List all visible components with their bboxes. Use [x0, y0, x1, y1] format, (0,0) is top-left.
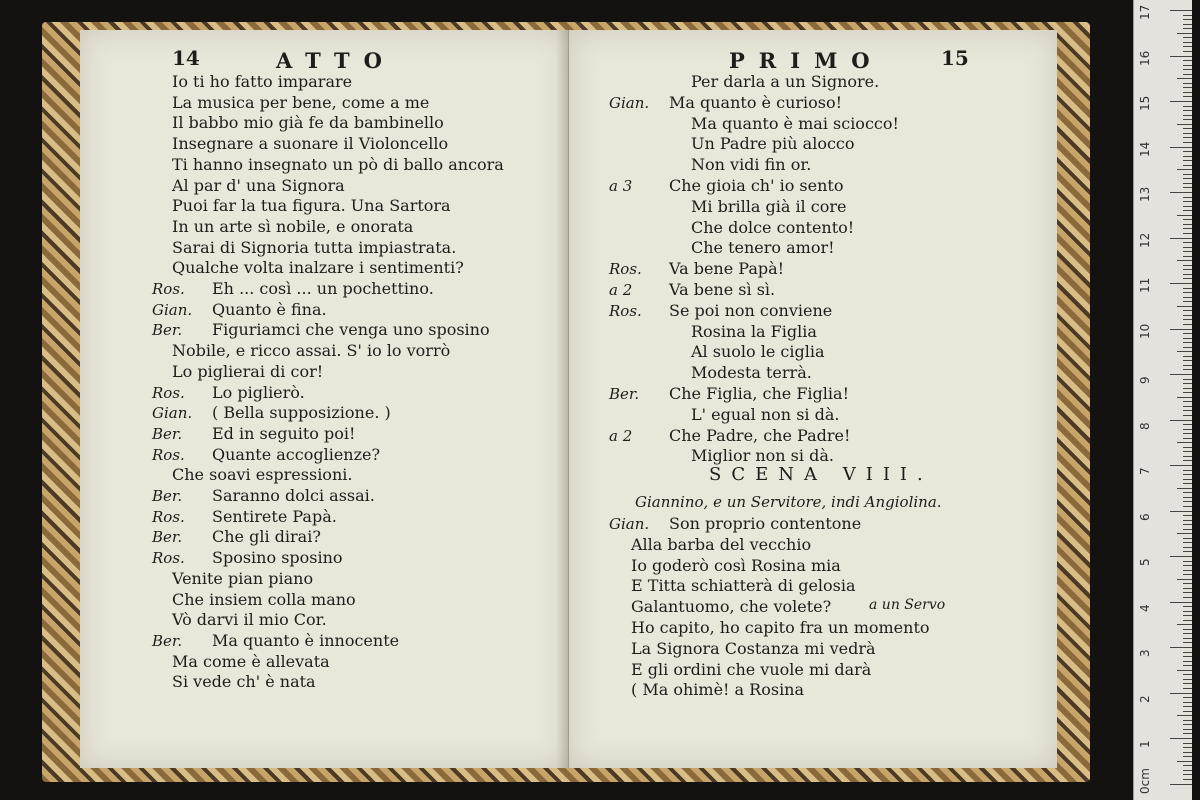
speaker-label: Ber.: [152, 424, 183, 443]
ruler-number: 8: [1138, 421, 1152, 430]
verse-line: Che tenero amor!: [691, 238, 835, 258]
ruler-tick: [1183, 19, 1192, 20]
speaker-label: Ros.: [609, 301, 642, 320]
ruler-tick: [1183, 733, 1192, 734]
ruler-tick: [1183, 15, 1192, 16]
ruler-tick: [1170, 556, 1192, 557]
ruler-number: 16: [1138, 50, 1152, 66]
ruler-tick: [1170, 693, 1192, 694]
verse-line: Che Figlia, che Figlia!: [669, 384, 849, 403]
ruler-tick: [1183, 219, 1192, 220]
ruler-tick: [1183, 369, 1192, 370]
running-head: PRIMO: [729, 48, 884, 73]
ruler-tick: [1183, 160, 1192, 161]
ruler-tick: [1183, 288, 1192, 289]
ruler-tick: [1183, 37, 1192, 38]
ruler-tick: [1183, 615, 1192, 616]
ruler-number: 12: [1138, 232, 1152, 248]
verse-line: Il babbo mio già fe da bambinello: [172, 113, 444, 133]
ruler-tick: [1183, 415, 1192, 416]
ruler-tick: [1183, 656, 1192, 657]
ruler-tick: [1177, 33, 1192, 34]
verse-line: Son proprio contentone: [669, 514, 862, 533]
verse-line: ( Ma ohimè! a Rosina: [631, 680, 805, 700]
speaker-label: Gian.: [152, 300, 193, 319]
verse-line: Ma come è allevata: [172, 651, 330, 671]
speaker-label: Ros.: [609, 260, 642, 279]
ruler-number: 1: [1138, 740, 1152, 748]
ruler-tick: [1183, 774, 1192, 775]
verse-line: Io goderò così Rosina mia: [631, 555, 841, 575]
ruler-number: 5: [1138, 558, 1152, 566]
ruler-tick: [1183, 360, 1192, 361]
verse-line: Si vede ch' è nata: [172, 672, 316, 692]
ruler-tick: [1183, 242, 1192, 243]
ruler-number: 13: [1138, 186, 1152, 202]
ruler-tick: [1183, 310, 1192, 311]
verse-line: Ma quanto è innocente: [212, 630, 400, 650]
speaker-label: Ros.: [152, 445, 185, 464]
ruler-tick: [1183, 561, 1192, 562]
ruler-tick: [1183, 743, 1192, 744]
ruler-tick: [1183, 110, 1192, 111]
verse-line: Va bene Papà!: [669, 259, 785, 279]
ruler-tick: [1183, 629, 1192, 630]
ruler-tick: [1183, 265, 1192, 266]
ruler-tick: [1183, 178, 1192, 179]
ruler-tick: [1170, 738, 1192, 739]
ruler-tick: [1183, 547, 1192, 548]
ruler-tick: [1183, 583, 1192, 584]
ruler-tick: [1170, 329, 1192, 330]
ruler-tick: [1183, 347, 1192, 348]
ruler-tick: [1177, 670, 1192, 671]
ruler-tick: [1183, 429, 1192, 430]
verse-line: Va bene sì sì.: [669, 280, 776, 299]
verse-line: Ti hanno insegnato un pò di ballo ancora: [172, 154, 504, 174]
ruler-tick: [1183, 269, 1192, 270]
verse-line: Lo piglierò.: [212, 382, 305, 402]
ruler-tick: [1183, 28, 1192, 29]
verse-line: La musica per bene, come a me: [172, 92, 430, 112]
verse-line: La Signora Costanza mi vedrà: [631, 638, 876, 658]
ruler-number: 4: [1138, 603, 1152, 612]
ruler-tick: [1170, 283, 1192, 284]
ruler-tick: [1183, 274, 1192, 275]
ruler-tick: [1183, 51, 1192, 52]
ruler-number: 0cm: [1138, 767, 1152, 794]
verse-line: Che gli dirai?: [212, 527, 321, 547]
verse-line: In un arte sì nobile, e onorata: [172, 216, 414, 236]
ruler-tick: [1183, 83, 1192, 84]
ruler-tick: [1183, 642, 1192, 643]
ruler-tick: [1183, 247, 1192, 248]
ruler-tick: [1177, 260, 1192, 261]
ruler-tick: [1170, 784, 1192, 785]
ruler-tick: [1177, 715, 1192, 716]
ruler-tick: [1183, 497, 1192, 498]
ruler-tick: [1183, 765, 1192, 766]
ruler-number: 2: [1138, 694, 1152, 703]
verse-line: L' egual non si dà.: [691, 404, 840, 424]
speaker-label: Gian.: [152, 404, 193, 423]
ruler-tick: [1183, 106, 1192, 107]
ruler-tick: [1183, 251, 1192, 252]
ruler-tick: [1170, 374, 1192, 375]
speaker-label: a 2: [609, 281, 633, 299]
ruler-tick: [1183, 620, 1192, 621]
ruler-tick: [1183, 606, 1192, 607]
ruler-tick: [1177, 579, 1192, 580]
ruler-tick: [1183, 524, 1192, 525]
ruler-tick: [1183, 638, 1192, 639]
ruler-number: 7: [1138, 467, 1152, 475]
verse-line: Se poi non conviene: [669, 300, 833, 320]
ruler-tick: [1183, 433, 1192, 434]
speaker-label: Ber.: [152, 631, 183, 650]
verse-line: Che Padre, che Padre!: [669, 425, 851, 445]
ruler-tick: [1170, 238, 1192, 239]
verse-line: Saranno dolci assai.: [212, 486, 375, 505]
page-number: 15: [941, 46, 969, 70]
ruler-tick: [1183, 520, 1192, 521]
ruler-tick: [1183, 410, 1192, 411]
ruler-tick: [1183, 456, 1192, 457]
ruler-tick: [1170, 602, 1192, 603]
ruler-tick: [1183, 74, 1192, 75]
verse-line: Che gioia ch' io sento: [669, 176, 844, 195]
ruler-tick: [1183, 324, 1192, 325]
speaker-label: Gian.: [609, 93, 650, 112]
verse-line: Quanto è fina.: [212, 299, 327, 319]
verse-line: Non vidi fin or.: [691, 155, 812, 175]
verse-line: Rosina la Figlia: [691, 321, 817, 341]
ruler-tick: [1183, 597, 1192, 598]
ruler-tick: [1183, 315, 1192, 316]
speaker-label: Ber.: [152, 528, 183, 547]
ruler-tick: [1183, 665, 1192, 666]
ruler-tick: [1183, 570, 1192, 571]
ruler-tick: [1183, 652, 1192, 653]
ruler-tick: [1183, 674, 1192, 675]
ruler-tick: [1177, 624, 1192, 625]
verse-line: Ed in seguito poi!: [212, 423, 356, 443]
ruler-tick: [1183, 24, 1192, 25]
ruler-tick: [1183, 224, 1192, 225]
verse-line: Ma quanto è mai sciocco!: [691, 113, 899, 133]
ruler-tick: [1183, 451, 1192, 452]
ruler-tick: [1183, 438, 1192, 439]
ruler-tick: [1183, 197, 1192, 198]
ruler-tick: [1183, 479, 1192, 480]
ruler-tick: [1183, 752, 1192, 753]
speaker-label: Ros.: [152, 507, 185, 526]
verse-line: Che soavi espressioni.: [172, 465, 353, 485]
ruler-tick: [1183, 96, 1192, 97]
ruler-tick: [1183, 661, 1192, 662]
ruler-tick: [1183, 301, 1192, 302]
speaker-label: Ber.: [152, 321, 183, 340]
verse-line: E gli ordini che vuole mi darà: [631, 659, 872, 679]
ruler-tick: [1183, 92, 1192, 93]
ruler-tick: [1170, 647, 1192, 648]
ruler-number: 11: [1138, 277, 1152, 293]
ruler-tick: [1183, 119, 1192, 120]
ruler-tick: [1183, 333, 1192, 334]
ruler-tick: [1183, 424, 1192, 425]
measuring-ruler: [1133, 0, 1192, 800]
ruler-tick: [1183, 470, 1192, 471]
verse-line: Sentirete Papà.: [212, 506, 337, 526]
ruler-tick: [1170, 10, 1192, 11]
ruler-tick: [1183, 529, 1192, 530]
ruler-tick: [1183, 69, 1192, 70]
ruler-tick: [1170, 420, 1192, 421]
ruler-tick: [1183, 501, 1192, 502]
verse-line: Qualche volta inalzare i sentimenti?: [172, 258, 464, 278]
ruler-number: 10: [1138, 323, 1152, 339]
ruler-tick: [1183, 779, 1192, 780]
stage-aside: a un Servo: [869, 597, 946, 613]
ruler-tick: [1183, 233, 1192, 234]
verse-line: Vò darvi il mio Cor.: [172, 610, 327, 630]
ruler-tick: [1183, 688, 1192, 689]
ruler-tick: [1170, 147, 1192, 148]
ruler-tick: [1183, 187, 1192, 188]
page-number: 14: [172, 46, 200, 70]
ruler-number: 15: [1138, 95, 1152, 111]
ruler-number: 9: [1138, 376, 1152, 384]
verse-line: Ho capito, ho capito fra un momento: [631, 618, 930, 637]
ruler-tick: [1183, 228, 1192, 229]
ruler-tick: [1177, 533, 1192, 534]
ruler-tick: [1183, 128, 1192, 129]
speaker-label: a 2: [609, 426, 633, 445]
verse-line: ( Bella supposizione. ): [212, 403, 391, 423]
speaker-label: Ber.: [152, 487, 183, 505]
ruler-tick: [1177, 78, 1192, 79]
verse-line: Modesta terrà.: [691, 363, 812, 383]
ruler-tick: [1183, 483, 1192, 484]
ruler-tick: [1183, 42, 1192, 43]
ruler-tick: [1183, 65, 1192, 66]
ruler-tick: [1183, 538, 1192, 539]
ruler-tick: [1183, 201, 1192, 202]
ruler-tick: [1170, 465, 1192, 466]
ruler-tick: [1170, 192, 1192, 193]
ruler-tick: [1183, 206, 1192, 207]
ruler-number: 6: [1138, 512, 1152, 521]
running-head: ATTO: [276, 48, 396, 73]
scene-title: SCENA VIII.: [709, 464, 933, 485]
ruler-tick: [1183, 383, 1192, 384]
ruler-tick: [1183, 683, 1192, 684]
ruler-tick: [1177, 488, 1192, 489]
ruler-number: 14: [1138, 141, 1152, 157]
verse-line: Io ti ho fatto imparare: [172, 72, 353, 91]
ruler-tick: [1183, 342, 1192, 343]
ruler-tick: [1183, 388, 1192, 389]
ruler-tick: [1183, 588, 1192, 589]
ruler-tick: [1183, 592, 1192, 593]
left-page: [80, 30, 569, 768]
ruler-tick: [1183, 551, 1192, 552]
verse-line: Un Padre più alocco: [691, 134, 855, 154]
ruler-tick: [1177, 169, 1192, 170]
verse-line: Puoi far la tua figura. Una Sartora: [172, 196, 451, 216]
verse-line: Insegnare a suonare il Violoncello: [172, 134, 449, 154]
ruler-tick: [1183, 278, 1192, 279]
verse-line: Che insiem colla mano: [172, 589, 356, 609]
ruler-tick: [1177, 761, 1192, 762]
ruler-tick: [1183, 747, 1192, 748]
ruler-tick: [1183, 392, 1192, 393]
ruler-tick: [1183, 565, 1192, 566]
verse-line: Ma quanto è curioso!: [669, 92, 843, 112]
verse-line: Al par d' una Signora: [172, 175, 345, 195]
ruler-tick: [1183, 133, 1192, 134]
ruler-tick: [1183, 401, 1192, 402]
ruler-tick: [1183, 60, 1192, 61]
ruler-tick: [1177, 397, 1192, 398]
ruler-tick: [1183, 151, 1192, 152]
verse-line: Lo piglierai di cor!: [172, 361, 324, 381]
ruler-tick: [1183, 697, 1192, 698]
verse-line: Al suolo le ciglia: [691, 342, 825, 362]
verse-line: Sposino sposino: [212, 548, 343, 568]
ruler-tick: [1170, 511, 1192, 512]
ruler-tick: [1183, 256, 1192, 257]
ruler-tick: [1183, 515, 1192, 516]
verse-line: Mi brilla già il core: [691, 196, 847, 216]
ruler-tick: [1183, 729, 1192, 730]
verse-line: Quante accoglienze?: [212, 444, 381, 464]
ruler-tick: [1170, 101, 1192, 102]
ruler-tick: [1183, 633, 1192, 634]
ruler-tick: [1183, 183, 1192, 184]
ruler-tick: [1183, 379, 1192, 380]
ruler-tick: [1183, 702, 1192, 703]
scene-direction: Giannino, e un Servitore, indi Angiolina.: [635, 493, 942, 511]
ruler-tick: [1183, 319, 1192, 320]
ruler-tick: [1183, 460, 1192, 461]
ruler-tick: [1183, 770, 1192, 771]
verse-line: Nobile, e ricco assai. S' io lo vorrò: [172, 341, 451, 361]
speaker-label: Ber.: [609, 385, 640, 403]
speaker-label: Ros.: [152, 383, 185, 402]
verse-line: Che dolce contento!: [691, 217, 855, 237]
ruler-tick: [1183, 474, 1192, 475]
verse-line: E Titta schiatterà di gelosia: [631, 576, 856, 596]
ruler-number: 3: [1138, 649, 1152, 657]
verse-line: Alla barba del vecchio: [631, 534, 812, 554]
speaker-label: Ros.: [152, 549, 185, 568]
ruler-tick: [1183, 542, 1192, 543]
ruler-tick: [1183, 711, 1192, 712]
verse-line: Sarai di Signoria tutta impiastrata.: [172, 237, 457, 257]
speaker-label: a 3: [609, 177, 633, 195]
verse-line: Per darla a un Signore.: [691, 72, 880, 91]
ruler-tick: [1183, 356, 1192, 357]
ruler-tick: [1183, 115, 1192, 116]
ruler-tick: [1177, 306, 1192, 307]
speaker-label: Ros.: [152, 280, 185, 298]
ruler-tick: [1183, 365, 1192, 366]
ruler-tick: [1183, 679, 1192, 680]
ruler-tick: [1183, 46, 1192, 47]
speaker-label: Gian.: [609, 515, 650, 533]
ruler-tick: [1183, 137, 1192, 138]
ruler-tick: [1183, 406, 1192, 407]
ruler-tick: [1183, 720, 1192, 721]
verse-line: Figuriamci che venga uno sposino: [212, 320, 490, 340]
ruler-tick: [1183, 210, 1192, 211]
ruler-number: 17: [1138, 4, 1152, 20]
ruler-tick: [1170, 56, 1192, 57]
right-page: [569, 30, 1057, 768]
ruler-tick: [1183, 506, 1192, 507]
ruler-tick: [1183, 492, 1192, 493]
ruler-tick: [1177, 351, 1192, 352]
ruler-tick: [1183, 706, 1192, 707]
ruler-tick: [1177, 215, 1192, 216]
ruler-tick: [1183, 297, 1192, 298]
ruler-tick: [1177, 124, 1192, 125]
ruler-tick: [1183, 165, 1192, 166]
ruler-tick: [1177, 442, 1192, 443]
verse-line: Venite pian piano: [172, 568, 314, 588]
ruler-tick: [1183, 174, 1192, 175]
verse-line: Miglior non si dà.: [691, 446, 834, 466]
ruler-tick: [1183, 447, 1192, 448]
ruler-tick: [1183, 142, 1192, 143]
ruler-tick: [1183, 724, 1192, 725]
verse-line: Galantuomo, che volete?: [631, 597, 832, 617]
ruler-tick: [1183, 611, 1192, 612]
ruler-tick: [1183, 292, 1192, 293]
ruler-tick: [1183, 156, 1192, 157]
verse-line: Eh ... così ... un pochettino.: [212, 279, 434, 298]
ruler-tick: [1183, 756, 1192, 757]
ruler-tick: [1183, 87, 1192, 88]
ruler-tick: [1183, 574, 1192, 575]
ruler-tick: [1183, 338, 1192, 339]
